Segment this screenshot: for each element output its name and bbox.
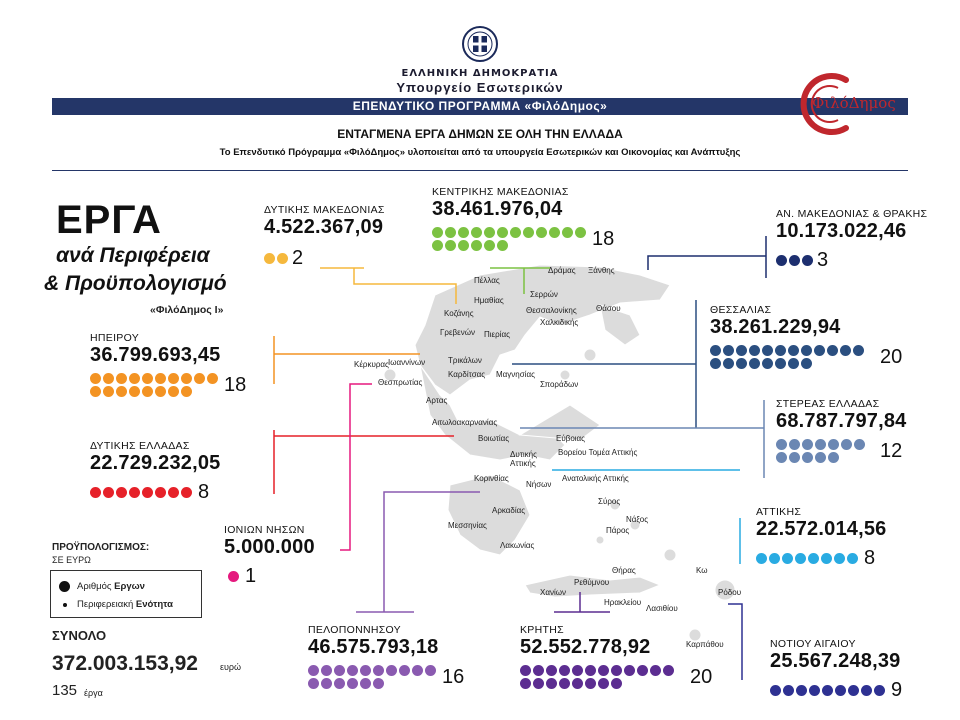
region-kentrikis-makedonias bbox=[432, 186, 614, 251]
project-dot bbox=[308, 678, 319, 689]
project-dot bbox=[821, 553, 832, 564]
project-dot bbox=[399, 665, 410, 676]
project-dot bbox=[458, 240, 469, 251]
region-value: 52.552.778,92 bbox=[520, 636, 651, 658]
project-dot bbox=[776, 439, 787, 450]
project-dot bbox=[546, 665, 557, 676]
project-dot bbox=[360, 678, 371, 689]
project-dots bbox=[520, 665, 686, 689]
project-dot bbox=[624, 665, 635, 676]
project-dot bbox=[828, 452, 839, 463]
project-dot bbox=[756, 553, 767, 564]
region-an-makedonias-thrakis bbox=[776, 208, 927, 272]
city-dytikis-attikis: Δυτικής Αττικής bbox=[510, 450, 537, 468]
region-count: 8 bbox=[198, 481, 210, 503]
city-thessaloniki: Θεσσαλονίκης bbox=[526, 306, 577, 315]
city-evvoia: Εύβοιας bbox=[556, 434, 586, 443]
city-chalkidiki: Χαλκιδικής bbox=[540, 318, 579, 327]
project-dot bbox=[598, 665, 609, 676]
unit-legend-label: Περιφερειακή Ενότητα bbox=[77, 599, 173, 610]
project-dot bbox=[841, 439, 852, 450]
region-peloponnisou bbox=[308, 624, 464, 689]
project-dot bbox=[796, 685, 807, 696]
city-aitoloakarnania: Αιτωλοακαρνανίας bbox=[432, 418, 498, 427]
project-dot bbox=[373, 678, 384, 689]
project-dot bbox=[572, 678, 583, 689]
project-dot bbox=[129, 386, 140, 397]
project-dot bbox=[142, 386, 153, 397]
project-dot bbox=[155, 373, 166, 384]
city-voreio-attikis: Βορείου Τομέα Αττικής bbox=[558, 448, 638, 457]
project-dot bbox=[814, 345, 825, 356]
project-dot bbox=[795, 553, 806, 564]
project-dot bbox=[723, 345, 734, 356]
project-dot bbox=[572, 665, 583, 676]
region-label: ΑΤΤΙΚΗΣ bbox=[756, 506, 802, 518]
project-dot bbox=[788, 358, 799, 369]
region-label: ΠΕΛΟΠΟΝΝΗΣΟΥ bbox=[308, 624, 401, 636]
project-dot bbox=[874, 685, 885, 696]
totals-amount: 372.003.153,92 bbox=[52, 652, 198, 675]
project-dots bbox=[228, 571, 239, 582]
unit-legend-icon bbox=[63, 603, 67, 607]
project-dot bbox=[445, 227, 456, 238]
project-dot bbox=[277, 253, 288, 264]
project-dot bbox=[360, 665, 371, 676]
project-dot bbox=[822, 685, 833, 696]
main-title-line3: & Προϋπολογισμό bbox=[44, 272, 227, 295]
project-dots bbox=[770, 685, 885, 696]
project-dot bbox=[116, 373, 127, 384]
project-dot bbox=[611, 678, 622, 689]
totals-projects-word: έργα bbox=[84, 688, 103, 698]
project-dot bbox=[789, 439, 800, 450]
project-dot bbox=[207, 373, 218, 384]
region-count: 18 bbox=[592, 227, 615, 250]
project-dot bbox=[181, 487, 192, 498]
project-dot bbox=[471, 240, 482, 251]
city-ioannina: Ιωαννίνων bbox=[388, 358, 426, 367]
city-karditsa: Καρδίτσας bbox=[448, 370, 486, 379]
project-dot bbox=[847, 553, 858, 564]
project-dot bbox=[308, 665, 319, 676]
project-dot bbox=[585, 665, 596, 676]
project-dot bbox=[103, 373, 114, 384]
region-thessalias bbox=[710, 304, 902, 369]
city-anatolikis-attikis: Ανατολικής Αττικής bbox=[562, 474, 629, 483]
region-dytikis-makedonias bbox=[264, 204, 385, 270]
city-irakleio: Ηρακλείου bbox=[604, 598, 642, 607]
region-label: ΔΥΤΙΚΗΣ ΕΛΛΑΔΑΣ bbox=[90, 440, 190, 452]
project-dot bbox=[802, 452, 813, 463]
region-value: 5.000.000 bbox=[224, 536, 315, 558]
project-dot bbox=[710, 358, 721, 369]
project-dot bbox=[789, 452, 800, 463]
ministry-label: Υπουργείο Εσωτερικών bbox=[396, 80, 564, 95]
region-ionion-nison bbox=[224, 524, 315, 588]
region-label: ΑΝ. ΜΑΚΕΔΟΝΙΑΣ & ΘΡΑΚΗΣ bbox=[776, 208, 928, 220]
project-dot bbox=[710, 345, 721, 356]
region-label: ΗΠΕΙΡΟΥ bbox=[90, 332, 140, 344]
project-dot bbox=[142, 487, 153, 498]
project-dot bbox=[533, 665, 544, 676]
projects-legend-icon bbox=[59, 581, 70, 592]
project-dots bbox=[90, 373, 220, 397]
region-kritis bbox=[520, 624, 712, 689]
city-kos: Κω bbox=[696, 566, 708, 575]
project-dot bbox=[559, 665, 570, 676]
project-dots bbox=[432, 227, 588, 251]
project-dot bbox=[264, 253, 275, 264]
project-dot bbox=[762, 358, 773, 369]
project-dot bbox=[736, 345, 747, 356]
project-dot bbox=[168, 487, 179, 498]
project-dots bbox=[756, 553, 858, 564]
region-value: 4.522.367,09 bbox=[264, 216, 384, 238]
project-dot bbox=[321, 665, 332, 676]
project-dots bbox=[776, 255, 813, 266]
region-value: 25.567.248,39 bbox=[770, 650, 901, 672]
project-dot bbox=[168, 373, 179, 384]
project-dot bbox=[559, 678, 570, 689]
project-dot bbox=[834, 553, 845, 564]
city-serres: Σερρών bbox=[530, 290, 558, 299]
region-count: 16 bbox=[442, 666, 465, 688]
region-count: 20 bbox=[690, 666, 713, 688]
project-dot bbox=[775, 345, 786, 356]
project-dot bbox=[497, 240, 508, 251]
logo-text: ΦιλόΔημος bbox=[812, 94, 896, 112]
region-count: 2 bbox=[292, 247, 304, 269]
project-dot bbox=[90, 373, 101, 384]
project-dot bbox=[854, 439, 865, 450]
project-dot bbox=[585, 678, 596, 689]
city-pella: Πέλλας bbox=[474, 276, 500, 285]
project-dot bbox=[861, 685, 872, 696]
main-title-line2: ανά Περιφέρεια bbox=[56, 244, 210, 267]
city-paros: Πάρος bbox=[606, 526, 630, 535]
region-count: 8 bbox=[864, 547, 876, 569]
city-pieria: Πιερίας bbox=[484, 330, 510, 339]
city-rodos: Ρόδου bbox=[718, 588, 742, 597]
project-dot bbox=[458, 227, 469, 238]
city-arta: Αρτας bbox=[426, 396, 448, 405]
project-dot bbox=[789, 255, 800, 266]
project-dot bbox=[775, 358, 786, 369]
project-dot bbox=[334, 665, 345, 676]
region-notiou-aigaiou bbox=[770, 638, 902, 702]
city-chania: Χανίων bbox=[540, 588, 566, 597]
project-dot bbox=[848, 685, 859, 696]
totals-label: ΣΥΝΟΛΟ bbox=[52, 628, 107, 643]
project-dot bbox=[801, 345, 812, 356]
city-thasos: Θάσου bbox=[596, 304, 621, 313]
city-lasithi: Λασιθίου bbox=[646, 604, 678, 613]
project-dot bbox=[749, 345, 760, 356]
project-dot bbox=[770, 685, 781, 696]
city-messinia: Μεσσηνίας bbox=[448, 521, 487, 530]
city-lakonia: Λακωνίας bbox=[500, 541, 535, 550]
main-title: ΕΡΓΑ bbox=[56, 198, 162, 242]
project-dot bbox=[815, 439, 826, 450]
region-value: 38.461.976,04 bbox=[432, 198, 563, 220]
city-xanthi: Ξάνθης bbox=[588, 266, 615, 275]
project-dot bbox=[116, 487, 127, 498]
project-dot bbox=[484, 227, 495, 238]
project-dot bbox=[802, 255, 813, 266]
project-dot bbox=[181, 373, 192, 384]
project-dot bbox=[445, 240, 456, 251]
project-dot bbox=[142, 373, 153, 384]
region-dytikis-elladas bbox=[90, 440, 221, 504]
project-dot bbox=[103, 386, 114, 397]
city-korinthia: Κορινθίας bbox=[474, 474, 509, 483]
project-dot bbox=[769, 553, 780, 564]
region-label: ΣΤΕΡΕΑΣ ΕΛΛΑΔΑΣ bbox=[776, 398, 880, 410]
region-value: 68.787.797,84 bbox=[776, 410, 907, 432]
project-dot bbox=[783, 685, 794, 696]
project-dot bbox=[373, 665, 384, 676]
region-value: 38.261.229,94 bbox=[710, 316, 841, 338]
city-kozani: Κοζάνης bbox=[444, 309, 474, 318]
region-label: ΘΕΣΣΑΛΙΑΣ bbox=[710, 304, 772, 316]
project-dot bbox=[650, 665, 661, 676]
project-dot bbox=[611, 665, 622, 676]
region-count: 12 bbox=[880, 440, 903, 462]
project-dot bbox=[801, 358, 812, 369]
region-label: ΔΥΤΙΚΗΣ ΜΑΚΕΔΟΝΙΑΣ bbox=[264, 204, 385, 216]
city-drama: Δράμας bbox=[548, 266, 576, 275]
main-title-program: «ΦιλόΔημος Ι» bbox=[150, 304, 224, 316]
project-dot bbox=[776, 452, 787, 463]
project-dot bbox=[749, 358, 760, 369]
project-dot bbox=[520, 665, 531, 676]
legend-box bbox=[50, 570, 202, 618]
page-title: ΕΝΤΑΓΜΕΝΑ ΕΡΓΑ ΔΗΜΩΝ ΣΕ ΟΛΗ ΤΗΝ ΕΛΛΑΔΑ bbox=[337, 127, 623, 141]
project-dot bbox=[809, 685, 820, 696]
project-dots bbox=[264, 253, 288, 264]
project-dot bbox=[788, 345, 799, 356]
project-dot bbox=[562, 227, 573, 238]
project-dot bbox=[194, 373, 205, 384]
project-dot bbox=[432, 240, 443, 251]
city-thesprotia: Θεσπρωτίας bbox=[378, 378, 423, 387]
project-dot bbox=[129, 373, 140, 384]
project-dot bbox=[181, 386, 192, 397]
totals-projects-count: 135 bbox=[52, 682, 78, 699]
project-dot bbox=[762, 345, 773, 356]
project-dot bbox=[412, 665, 423, 676]
project-dots bbox=[308, 665, 438, 689]
region-value: 46.575.793,18 bbox=[308, 636, 439, 658]
totals-currency: ευρώ bbox=[220, 662, 242, 672]
project-dot bbox=[523, 227, 534, 238]
project-dot bbox=[546, 678, 557, 689]
city-rethymno: Ρεθύμνου bbox=[574, 578, 610, 587]
region-label: ΚΡΗΤΗΣ bbox=[520, 624, 564, 636]
project-dot bbox=[484, 240, 495, 251]
region-label: ΝΟΤΙΟΥ ΑΙΓΑΙΟΥ bbox=[770, 638, 856, 650]
region-stereas-elladas bbox=[776, 398, 907, 463]
city-kerkyra: Κέρκυρας bbox=[354, 360, 389, 369]
project-dot bbox=[129, 487, 140, 498]
project-dot bbox=[90, 487, 101, 498]
project-dot bbox=[533, 678, 544, 689]
city-magnisia: Μαγνησίας bbox=[496, 370, 535, 379]
project-dot bbox=[840, 345, 851, 356]
project-dot bbox=[828, 439, 839, 450]
project-dot bbox=[347, 665, 358, 676]
project-dot bbox=[827, 345, 838, 356]
project-dot bbox=[103, 487, 114, 498]
project-dot bbox=[168, 386, 179, 397]
project-dot bbox=[575, 227, 586, 238]
city-trikala: Τρικάλων bbox=[448, 356, 482, 365]
region-value: 22.729.232,05 bbox=[90, 452, 221, 474]
project-dot bbox=[471, 227, 482, 238]
city-voiotia: Βοιωτίας bbox=[478, 434, 510, 443]
project-dot bbox=[520, 678, 531, 689]
project-dot bbox=[334, 678, 345, 689]
city-sporades: Σποράδων bbox=[540, 380, 579, 389]
project-dots bbox=[710, 345, 876, 369]
region-value: 10.173.022,46 bbox=[776, 220, 907, 242]
budget-label: ΠΡΟΫΠΟΛΟΓΙΣΜΟΣ: bbox=[52, 542, 150, 553]
project-dot bbox=[723, 358, 734, 369]
project-dot bbox=[228, 571, 239, 582]
project-dot bbox=[808, 553, 819, 564]
project-dot bbox=[736, 358, 747, 369]
city-thira: Θήρας bbox=[612, 566, 636, 575]
region-count: 3 bbox=[817, 249, 829, 271]
region-value: 22.572.014,56 bbox=[756, 518, 887, 540]
project-dot bbox=[853, 345, 864, 356]
city-grevena: Γρεβενών bbox=[440, 328, 475, 337]
project-dot bbox=[425, 665, 436, 676]
city-karpathos: Καρπάθου bbox=[686, 640, 724, 649]
project-dot bbox=[497, 227, 508, 238]
project-dot bbox=[835, 685, 846, 696]
region-count: 9 bbox=[891, 679, 903, 701]
project-dot bbox=[776, 255, 787, 266]
project-dot bbox=[815, 452, 826, 463]
region-value: 36.799.693,45 bbox=[90, 344, 221, 366]
republic-label: ΕΛΛΗΝΙΚΗ ΔΗΜΟΚΡΑΤΙΑ bbox=[401, 68, 559, 79]
currency-label: ΣΕ ΕΥΡΩ bbox=[52, 555, 91, 565]
region-ipeirou bbox=[90, 332, 246, 397]
project-dot bbox=[536, 227, 547, 238]
project-dot bbox=[510, 227, 521, 238]
region-label: ΙΟΝΙΩΝ ΝΗΣΩΝ bbox=[224, 524, 305, 536]
region-count: 18 bbox=[224, 374, 247, 396]
region-count: 20 bbox=[880, 346, 903, 368]
city-imathia: Ημαθίας bbox=[474, 296, 504, 305]
project-dot bbox=[116, 386, 127, 397]
project-dots bbox=[90, 487, 192, 498]
city-naxos: Νάξος bbox=[626, 515, 649, 524]
project-dot bbox=[90, 386, 101, 397]
project-dot bbox=[386, 665, 397, 676]
project-dot bbox=[155, 386, 166, 397]
project-dot bbox=[347, 678, 358, 689]
project-dot bbox=[598, 678, 609, 689]
project-dots bbox=[776, 439, 876, 463]
program-banner: ΕΠΕΝΔΥΤΙΚΟ ΠΡΟΓΡΑΜΜΑ «ΦιλόΔημος» bbox=[52, 98, 908, 115]
projects-legend-label: Αριθμός Εργων bbox=[77, 581, 145, 592]
project-dot bbox=[549, 227, 560, 238]
project-dot bbox=[663, 665, 674, 676]
region-count: 1 bbox=[245, 565, 257, 587]
project-dot bbox=[321, 678, 332, 689]
project-dot bbox=[782, 553, 793, 564]
project-dot bbox=[637, 665, 648, 676]
region-attikis bbox=[756, 506, 887, 570]
city-nison: Νήσων bbox=[526, 480, 552, 489]
city-arkadia: Αρκαδίας bbox=[492, 506, 526, 515]
region-label: ΚΕΝΤΡΙΚΗΣ ΜΑΚΕΔΟΝΙΑΣ bbox=[432, 186, 569, 198]
city-syros: Σύρος bbox=[598, 497, 621, 506]
project-dot bbox=[155, 487, 166, 498]
page-subtitle: Το Επενδυτικό Πρόγραμμα «ΦιλόΔημος» υλοποιείται από τα υπουργεία Εσωτερικών και Οικονομίας και Ανάπτυξης bbox=[219, 147, 741, 158]
project-dot bbox=[802, 439, 813, 450]
project-dot bbox=[432, 227, 443, 238]
